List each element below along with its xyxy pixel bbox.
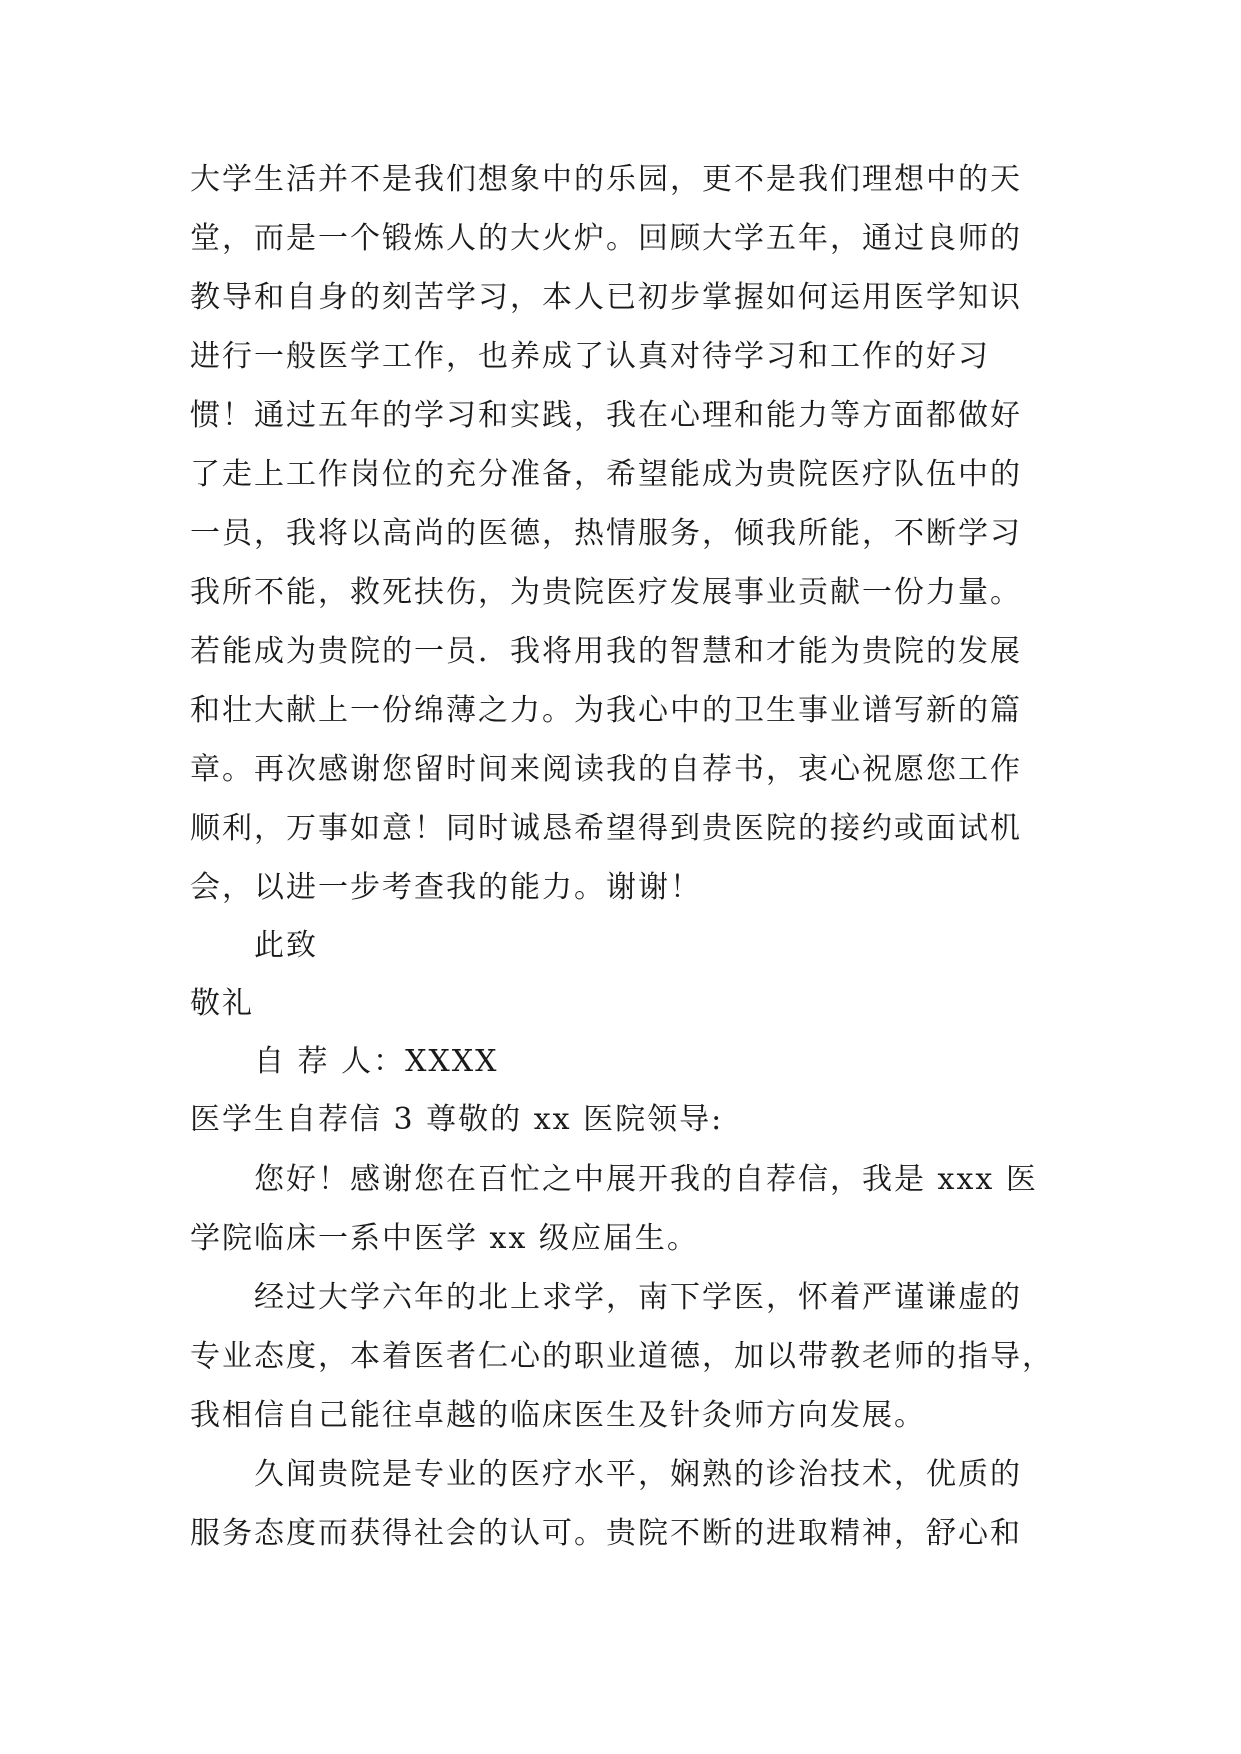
text-line: 和壮大献上一份绵薄之力。为我心中的卫生事业谱写新的篇 <box>190 693 1022 728</box>
text-line: 一员，我将以高尚的医德，热情服务，倾我所能，不断学习 <box>190 516 1022 551</box>
text-line: 经过大学六年的北上求学，南下学医，怀着严谨谦虚的 <box>254 1280 1022 1315</box>
text-line: 我相信自己能往卓越的临床医生及针灸师方向发展。 <box>190 1398 926 1433</box>
text-line: 进行一般医学工作，也养成了认真对待学习和工作的好习 <box>190 339 990 374</box>
letter-heading: 医学生自荐信 3 尊敬的 xx 医院领导: <box>190 1102 724 1137</box>
text-line: 了走上工作岗位的充分准备，希望能成为贵院医疗队伍中的 <box>190 457 1022 492</box>
text-line: 我所不能，救死扶伤，为贵院医疗发展事业贡献一份力量。 <box>190 575 1022 610</box>
text-line: 章。再次感谢您留时间来阅读我的自荐书，衷心祝愿您工作 <box>190 752 1022 787</box>
text-line: 学院临床一系中医学 xx 级应届生。 <box>190 1221 699 1256</box>
text-line: 专业态度，本着医者仁心的职业道德，加以带教老师的指导， <box>190 1339 1054 1374</box>
closing-regards: 敬礼 <box>190 986 254 1021</box>
closing-salutation: 此致 <box>254 928 318 963</box>
text-line: 会，以进一步考查我的能力。谢谢！ <box>190 870 702 905</box>
text-line: 堂，而是一个锻炼人的大火炉。回顾大学五年，通过良师的 <box>190 221 1022 256</box>
text-line: 您好！感谢您在百忙之中展开我的自荐信，我是 xxx 医 <box>254 1162 1038 1197</box>
text-line: 顺利，万事如意！同时诚恳希望得到贵医院的接约或面试机 <box>190 811 1022 846</box>
text-line: 服务态度而获得社会的认可。贵院不断的进取精神，舒心和 <box>190 1516 1022 1551</box>
text-line: 久闻贵院是专业的医疗水平，娴熟的诊治技术，优质的 <box>254 1457 1022 1492</box>
text-line: 教导和自身的刻苦学习，本人已初步掌握如何运用医学知识 <box>190 280 1022 315</box>
text-line: 大学生活并不是我们想象中的乐园，更不是我们理想中的天 <box>190 162 1022 197</box>
text-line: 惯！通过五年的学习和实践，我在心理和能力等方面都做好 <box>190 398 1022 433</box>
text-line: 若能成为贵院的一员．我将用我的智慧和才能为贵院的发展 <box>190 634 1022 669</box>
signature-line: 自 荐 人：XXXX <box>254 1044 499 1079</box>
